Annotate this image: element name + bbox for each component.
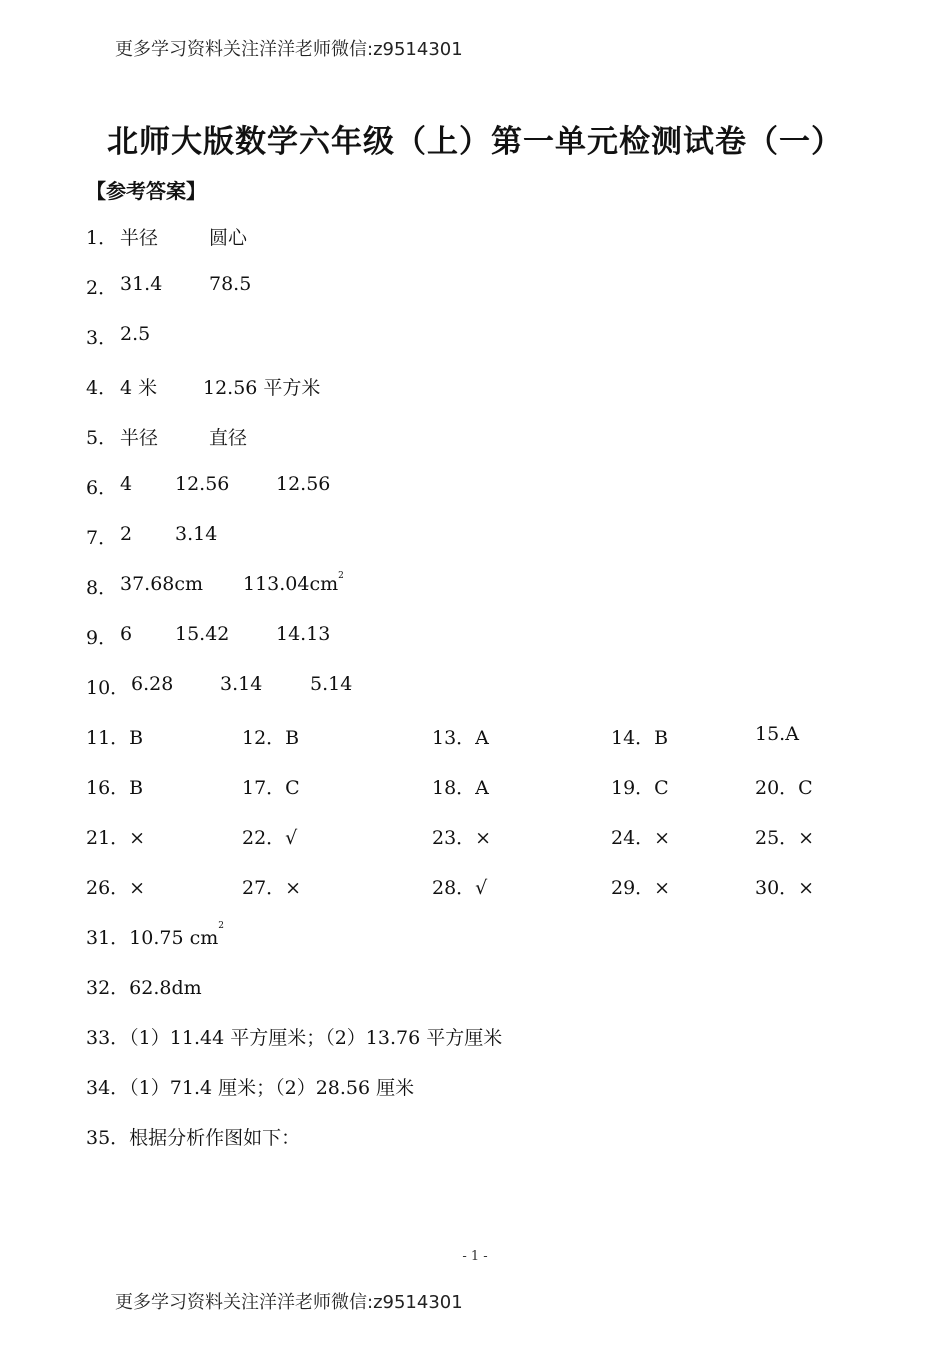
watermark-header: 更多学习资料关注洋洋老师微信:z9514301	[115, 39, 463, 60]
judgement-answer: 30．×	[755, 877, 815, 899]
answer-value: 半径	[120, 427, 159, 449]
judgement-answer: 27．×	[242, 877, 302, 899]
judgement-answer: 23．×	[432, 827, 492, 849]
answer-value: 圆心	[209, 227, 248, 249]
choice-answer: 15.A	[755, 723, 799, 745]
choice-answer: 12．B	[242, 727, 300, 749]
choice-answer: 14．B	[611, 727, 669, 749]
answer-number: 8．	[86, 577, 118, 599]
answer-value: 37.68cm	[120, 573, 204, 595]
answer-key-heading: 【参考答案】	[86, 179, 206, 203]
answer-number: 4．	[86, 377, 118, 399]
judgement-answer: 29．×	[611, 877, 671, 899]
answer-number: 7．	[86, 527, 118, 549]
judgement-answer: 21．×	[86, 827, 146, 849]
answer-value: 4 米	[120, 377, 158, 399]
answer-value: 14.13	[276, 623, 331, 645]
choice-answer: 19．C	[611, 777, 669, 799]
answer-value: 12.56	[175, 473, 230, 495]
answer-number: 1．	[86, 227, 118, 249]
answer-value: 半径	[120, 227, 159, 249]
answer-number: 9．	[86, 627, 118, 649]
judgement-answer: 25．×	[755, 827, 815, 849]
answer-value: 直径	[209, 427, 248, 449]
answer-number: 10．	[86, 677, 130, 699]
page-title: 北师大版数学六年级（上）第一单元检测试卷（一）	[107, 124, 843, 160]
answer-value: 15.42	[175, 623, 230, 645]
watermark-footer: 更多学习资料关注洋洋老师微信:z9514301	[115, 1292, 463, 1313]
answer-number: 2．	[86, 277, 118, 299]
judgement-answer: 24．×	[611, 827, 671, 849]
answer-value: 5.14	[310, 673, 353, 695]
choice-answer: 18．A	[432, 777, 489, 799]
answer-value: 12.56 平方米	[203, 377, 321, 399]
page-number: - 1 -	[462, 1249, 488, 1264]
answer-value: 3.14	[220, 673, 263, 695]
answer-value: 33．（1）11.44 平方厘米；（2）13.76 平方厘米	[86, 1027, 503, 1049]
answer-number: 6．	[86, 477, 118, 499]
judgement-answer: 28．√	[432, 877, 488, 899]
judgement-answer: 26．×	[86, 877, 146, 899]
answer-value: 12.56	[276, 473, 331, 495]
choice-answer: 20．C	[755, 777, 813, 799]
answer-value: 6	[120, 623, 133, 645]
answer-value: 31．10.75 $cm^2$	[86, 921, 225, 949]
answer-value: 6.28	[131, 673, 174, 695]
answer-value: 34．（1）71.4 厘米；（2）28.56 厘米	[86, 1077, 415, 1099]
answer-number: 5．	[86, 427, 118, 449]
answer-value: 2	[120, 523, 133, 545]
answer-value: 78.5	[209, 273, 252, 295]
answer-value: 35．根据分析作图如下：	[86, 1127, 301, 1149]
answer-value: 3.14	[175, 523, 218, 545]
answer-number: 3．	[86, 327, 118, 349]
choice-answer: 17．C	[242, 777, 300, 799]
answer-value: 31.4	[120, 273, 163, 295]
answer-value: 2.5	[120, 323, 151, 345]
choice-answer: 11．B	[86, 727, 144, 749]
answer-value: 32．62.8dm	[86, 977, 202, 999]
choice-answer: 16．B	[86, 777, 144, 799]
choice-answer: 13．A	[432, 727, 489, 749]
judgement-answer: 22．√	[242, 827, 298, 849]
answer-value: $113.04cm^2$	[243, 571, 344, 595]
answer-value: 4	[120, 473, 133, 495]
